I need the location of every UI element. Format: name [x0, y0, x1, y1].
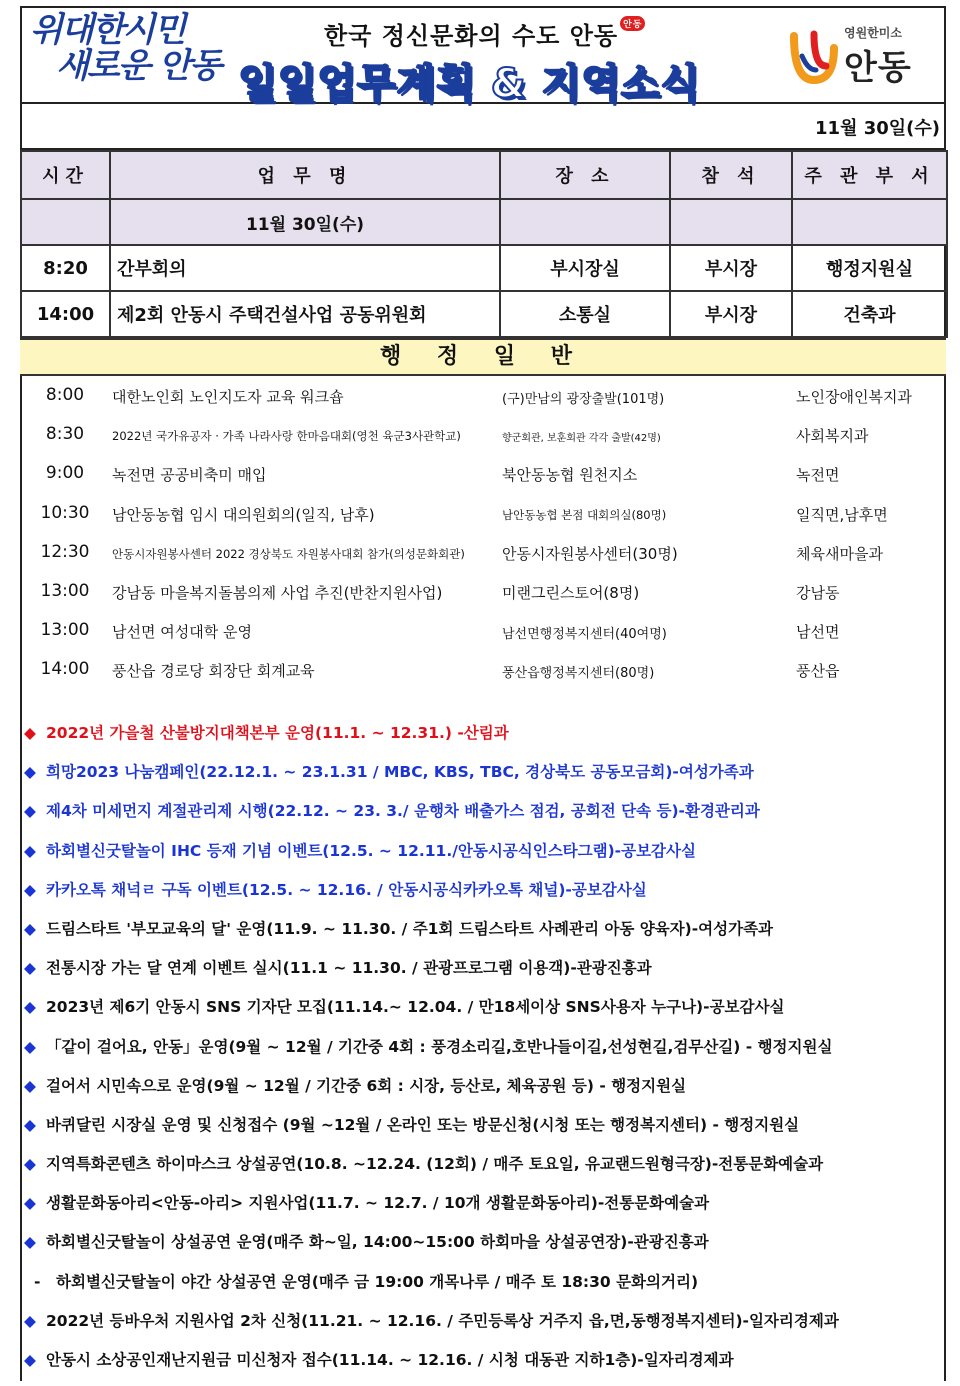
admin-task: 남선면 여성대학 운영 [112, 623, 252, 642]
diamond-bullet-icon: ◆ [24, 1076, 36, 1095]
admin-task: 2022년 국가유공자 · 가족 나라사랑 한마음대회(영천 육군3사관학교) [112, 429, 461, 444]
admin-dept: 체육새마을과 [796, 544, 883, 563]
admin-place: 풍산읍행정복지센터(80명) [502, 666, 655, 682]
diamond-bullet-icon: ◆ [24, 998, 36, 1017]
notice-text: 하회별신굿탈놀이 IHC 등재 기념 이벤트(12.5. ~ 12.11./안동시공식인스타그램)-공보감사실 [46, 841, 696, 860]
admin-task: 녹전면 공공비축미 매입 [112, 466, 267, 485]
schedule-date-label: 11월 30일(수) [110, 199, 500, 245]
admin-time: 8:00 [45, 385, 85, 405]
diamond-bullet-icon: ◆ [24, 1351, 36, 1369]
list-item [20, 494, 946, 533]
list-item [20, 454, 946, 493]
admin-dept: 일직면,남후면 [796, 505, 888, 524]
notice-item [24, 759, 944, 798]
schedule-date-row [21, 199, 947, 245]
diamond-bullet-icon: ◆ [24, 841, 36, 860]
admin-place: 안동시자원봉사센터(30명) [502, 544, 678, 563]
event-dept: 건축과 [792, 291, 947, 337]
notice-text: 생활문화동아리<안동-아리> 지원사업(11.7. ~ 12.7. / 10개 생활문화동아리)-전통문화예술과 [46, 1194, 710, 1213]
admin-list [20, 376, 946, 690]
schedule-header-row [21, 151, 947, 199]
diamond-bullet-icon: ◆ [24, 880, 36, 899]
notice-item [24, 838, 944, 877]
notice-item [24, 955, 944, 994]
event-time: 14:00 [21, 291, 110, 337]
andong-logo-mark-icon [786, 26, 842, 90]
andong-logo [786, 20, 932, 94]
admin-task: 강남동 마을복지돌봄의제 사업 추진(반찬지원사업) [112, 583, 443, 602]
notice-item [24, 1269, 944, 1308]
col-header-place: 장 소 [500, 151, 670, 199]
admin-task: 남안동농협 임시 대의원회의(일직, 남후) [112, 505, 375, 524]
list-item [20, 611, 946, 650]
diamond-bullet-icon: ◆ [24, 959, 36, 978]
report-date: 11월 30일(수) [815, 118, 940, 139]
list-item [20, 533, 946, 572]
diamond-bullet-icon: ◆ [24, 1037, 36, 1056]
notice-text: 안동시 소상공인재난지원금 미신청자 접수(11.14. ~ 12.16. / 시청 대동관 지하1층)-일자리경제과 [46, 1351, 734, 1369]
admin-section-title: 행 정 일 반 [20, 338, 946, 376]
admin-place: 남안동농협 본점 대회의실(80명) [502, 507, 667, 522]
slogan-line2: 새로운 안동 [56, 46, 221, 86]
notice-item [24, 1229, 944, 1268]
notice-text: 「같이 걸어요, 안동」운영(9월 ~ 12월 / 기간중 4회 : 풍경소리길,호반나들이길,선성현길,검무산길) - 행정지원실 [46, 1037, 833, 1056]
event-dept: 행정지원실 [792, 245, 947, 291]
date-cell-empty [21, 199, 110, 245]
page-header [20, 6, 946, 107]
notice-list [24, 720, 944, 1386]
date-cell-empty [500, 199, 670, 245]
page-subtitle [324, 16, 645, 51]
admin-place: 향군회관, 보훈회관 각각 출발(42명) [502, 433, 661, 445]
diamond-bullet-icon: ◆ [24, 724, 36, 742]
col-header-task: 업 무 명 [110, 151, 500, 199]
admin-place: 북안동농협 원천지소 [502, 466, 638, 485]
list-item [20, 572, 946, 611]
admin-dept: 남선면 [796, 623, 840, 642]
page-title: 일일업무계획 & 지역소식 [238, 61, 701, 107]
notice-text: 2022년 등바우처 지원사업 2차 신청(11.21. ~ 12.16. / 주민등록상 거주지 읍,면,동행정복지센터)-일자리경제과 [46, 1311, 839, 1330]
admin-dept: 녹전면 [796, 466, 840, 485]
admin-place: 남선면행정복지센터(40여명) [502, 627, 667, 643]
schedule-table [20, 150, 948, 338]
date-cell-empty [670, 199, 792, 245]
event-time: 8:20 [21, 245, 110, 291]
event-task: 간부회의 [110, 245, 500, 291]
logo-tagline: 영원한미소 [844, 26, 902, 40]
notice-item [24, 1073, 944, 1112]
notice-text: 제4차 미세먼지 계절관리제 시행(22.12. ~ 23. 3./ 운행차 배출가스 점검, 공회전 단속 등)-환경관리과 [46, 802, 760, 821]
notice-item [24, 1034, 944, 1073]
notice-item [24, 1190, 944, 1229]
slogan [30, 12, 230, 84]
admin-time: 13:00 [40, 620, 90, 641]
slogan-line1: 위대한시민 [30, 10, 185, 50]
notice-item [24, 1347, 944, 1386]
notice-text: 카카오톡 채넉ㄹ 구독 이벤트(12.5. ~ 12.16. / 안동시공식카카오톡 채널)-공보감사실 [46, 880, 647, 899]
subtitle-text: 한국 정신문화의 수도 안동 [324, 22, 619, 50]
admin-time: 14:00 [40, 659, 90, 680]
list-item [20, 415, 946, 454]
notice-item [24, 1112, 944, 1151]
col-header-time: 시간 [21, 151, 110, 199]
notice-text: 걸어서 시민속으로 운영(9월 ~ 12월 / 기간중 6회 : 시장, 등산로, 체육공원 등) - 행정지원실 [46, 1076, 687, 1095]
diamond-bullet-icon: ◆ [24, 1194, 36, 1213]
notice-item [24, 994, 944, 1033]
admin-task: 안동시자원봉사센터 2022 경상북도 자원봉사대회 참가(의성문화회관) [112, 546, 465, 561]
diamond-bullet-icon: ◆ [24, 763, 36, 782]
notice-text: 지역특화콘텐츠 하이마스크 상설공연(10.8. ~12.24. (12회) / 매주 토요일, 유교랜드원형극장)-전통문화예술과 [46, 1155, 824, 1174]
date-cell-empty [792, 199, 947, 245]
col-header-dept: 주 관 부 서 [792, 151, 947, 199]
diamond-bullet-icon: ◆ [24, 1155, 36, 1174]
notice-text: 바퀴달린 시장실 운영 및 신청접수 (9월 ~12월 / 온라인 또는 방문신청(시청 또는 행정복지센터) - 행정지원실 [46, 1115, 800, 1134]
admin-time: 8:30 [45, 424, 85, 445]
event-attendee: 부시장 [670, 245, 792, 291]
notice-text: 전통시장 가는 달 연계 이벤트 실시(11.1 ~ 11.30. / 관광프로그램 이용객)-관광진흥과 [46, 959, 652, 978]
admin-time: 10:30 [40, 502, 90, 523]
notice-item [24, 877, 944, 916]
admin-time: 13:00 [40, 580, 90, 601]
diamond-bullet-icon: ◆ [24, 802, 36, 821]
col-header-attendee: 참 석 [670, 151, 792, 199]
admin-place: (구)만남의 광장출발(101명) [502, 392, 665, 407]
admin-task: 대한노인회 노인지도자 교육 워크숍 [112, 388, 344, 406]
notice-text: 희망2023 나눔캠페인(22.12.1. ~ 23.1.31 / MBC, KBS, TBC, 경상북도 공동모금회)-여성가족과 [46, 763, 754, 782]
subtitle-stamp: 안동 [620, 16, 645, 31]
admin-place: 미랜그린스토어(8명) [502, 583, 640, 602]
notice-text: 드림스타트 '부모교육의 달' 운영(11.9. ~ 11.30. / 주1회 드림스타트 사례관리 아동 양육자)-여성가족과 [46, 919, 774, 938]
notice-text: 2022년 가을철 산불방지대책본부 운영(11.1. ~ 12.31.) -산림과 [46, 724, 509, 742]
notice-text: 2023년 제6기 안동시 SNS 기자단 모집(11.14.~ 12.04. / 만18세이상 SNS사용자 누구나)-공보감사실 [46, 998, 785, 1017]
notice-item [24, 916, 944, 955]
event-place: 소통실 [500, 291, 670, 337]
event-task: 제2회 안동시 주택건설사업 공동위원회 [110, 291, 500, 337]
diamond-bullet-icon: ◆ [24, 1115, 36, 1134]
table-row [21, 245, 947, 291]
notice-item [24, 798, 944, 837]
diamond-bullet-icon: ◆ [24, 1233, 36, 1252]
notice-text: 하회별신굿탈놀이 상설공연 운영(매주 화~일, 14:00~15:00 하회마을 상설공연장)-관광진흥과 [46, 1233, 709, 1252]
notice-text: 하회별신굿탈놀이 야간 상설공연 운영(매주 금 19:00 개목나루 / 매주 토 18:30 문화의거리) [56, 1272, 699, 1291]
diamond-bullet-icon: ◆ [24, 919, 36, 938]
admin-dept: 노인장애인복지과 [796, 388, 912, 406]
notice-item [24, 1151, 944, 1190]
notice-item [24, 1308, 944, 1347]
event-place: 부시장실 [500, 245, 670, 291]
admin-time: 12:30 [40, 541, 90, 562]
list-item [20, 376, 946, 415]
admin-task: 풍산읍 경로당 회장단 회계교육 [112, 662, 315, 681]
notice-item [24, 720, 944, 759]
admin-dept: 사회복지과 [796, 427, 869, 446]
admin-time: 9:00 [45, 463, 85, 484]
list-item [20, 650, 946, 689]
event-attendee: 부시장 [670, 291, 792, 337]
logo-name: 안동 [844, 48, 912, 88]
table-row [21, 291, 947, 337]
dash-bullet: - [34, 1272, 41, 1291]
admin-dept: 풍산읍 [796, 662, 840, 681]
admin-dept: 강남동 [796, 583, 840, 602]
date-row [20, 104, 946, 150]
diamond-bullet-icon: ◆ [24, 1311, 36, 1330]
